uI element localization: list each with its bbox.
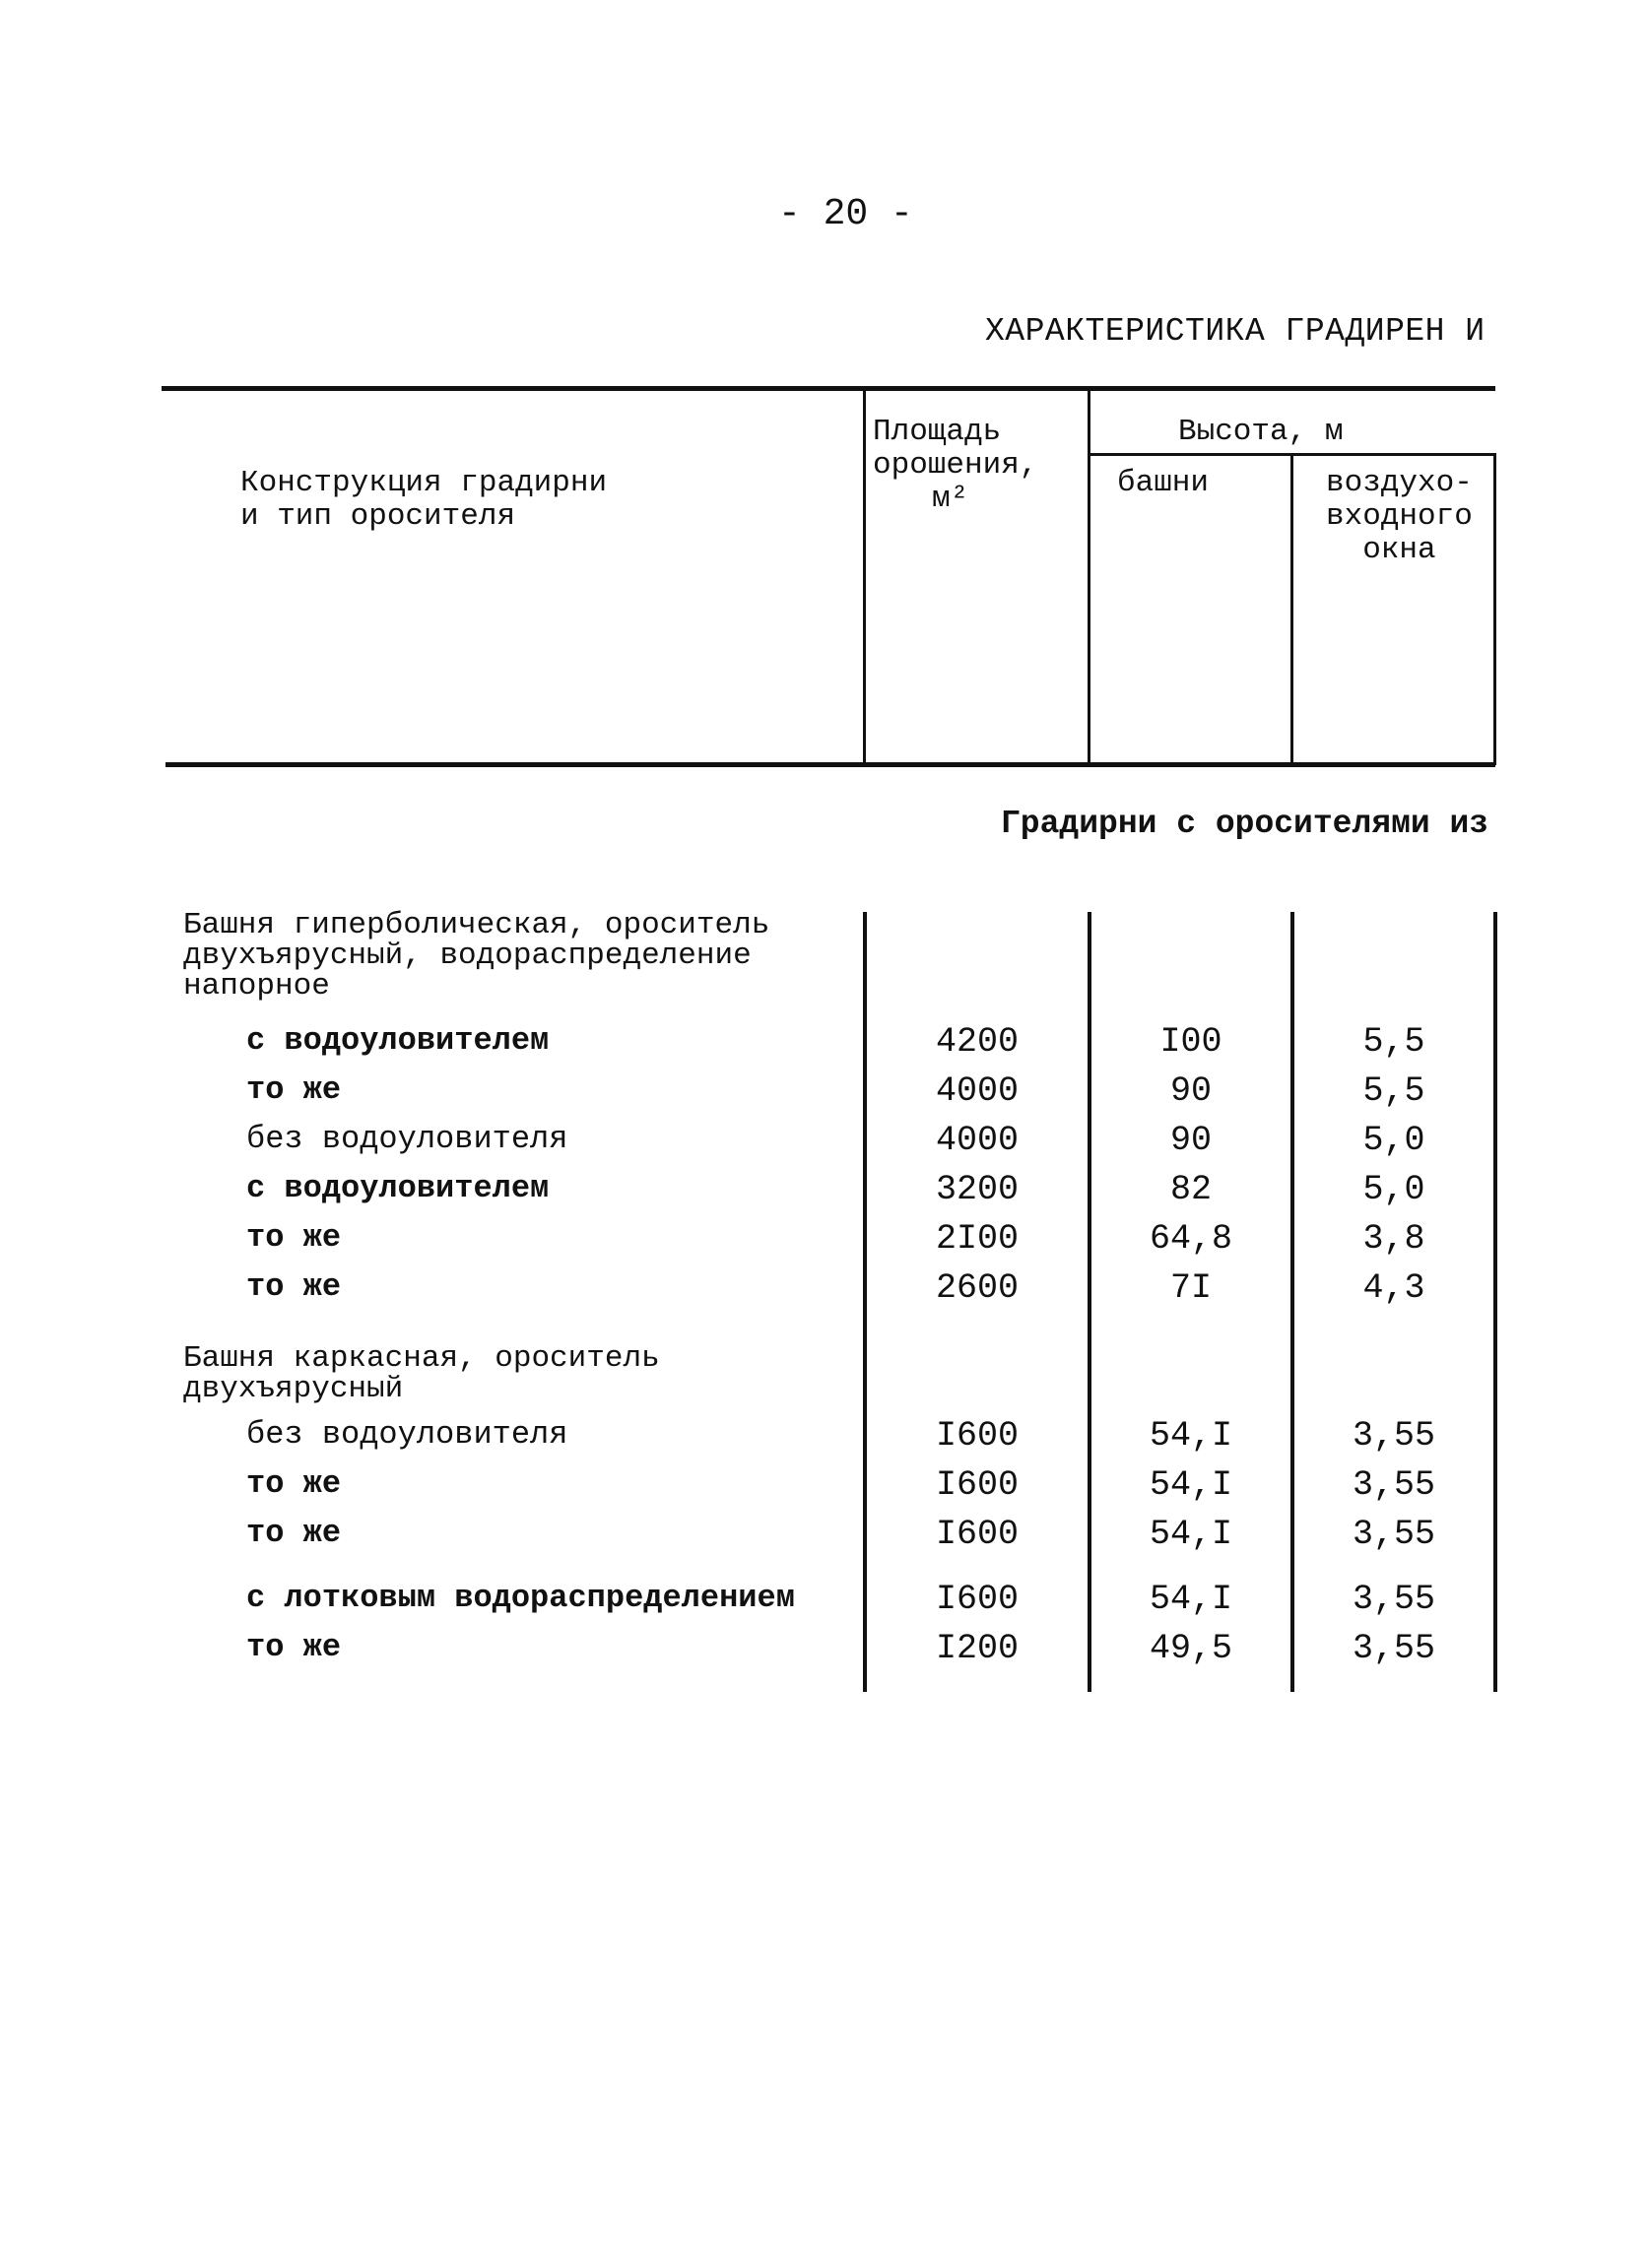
header-divider-1 [863,388,866,765]
row-name: то же [246,1268,342,1305]
row-window-height: 3,8 [1362,1219,1425,1259]
row-name: с водоуловителем [246,1170,550,1206]
row-area: 4200 [935,1022,1019,1062]
header-divider-3 [1290,453,1293,765]
header-construction: Конструкция градирни и тип оросителя [240,466,608,534]
row-name: без водоуловителя [246,1416,568,1453]
row-window-height: 5,5 [1362,1022,1425,1062]
row-area: I600 [935,1416,1019,1456]
row-tower-height: I00 [1159,1022,1222,1062]
header-divider-2 [1088,388,1090,765]
row-tower-height: 54,I [1149,1416,1232,1456]
row-tower-height: 90 [1169,1071,1212,1111]
row-area: 3200 [935,1170,1019,1209]
header-top-rule [162,386,1495,391]
row-window-height: 5,0 [1362,1121,1425,1160]
row-name: то же [246,1515,342,1551]
row-window-height: 3,55 [1352,1515,1435,1554]
row-area: I200 [935,1629,1019,1668]
row-window-height: 3,55 [1352,1580,1435,1619]
row-name: с лотковым водораспределением [246,1580,795,1616]
row-tower-height: 64,8 [1149,1219,1232,1259]
header-bottom-rule [165,762,1495,767]
row-name: то же [246,1629,342,1665]
row-tower-height: 54,I [1149,1515,1232,1554]
table-row [0,1121,1651,1170]
table-row [0,1022,1651,1071]
row-window-height: 3,55 [1352,1416,1435,1456]
section-title: Градирни с оросителями из [1001,806,1489,842]
table-row [0,1170,1651,1219]
row-name: без водоуловителя [246,1121,568,1157]
page-number: - 20 - [778,193,913,235]
row-name: то же [246,1071,342,1108]
row-name: то же [246,1219,342,1256]
header-divider-4 [1493,453,1496,765]
table-row [0,1580,1651,1629]
table-row [0,1219,1651,1268]
row-window-height: 5,5 [1362,1071,1425,1111]
header-height-group: Высота, м [1178,415,1344,449]
row-tower-height: 82 [1169,1170,1212,1209]
table-row [0,1268,1651,1318]
row-area: 2I00 [935,1219,1019,1259]
group-title: Башня гиперболическая, ороситель двухъярусный, водораспределение напорное [183,908,770,1004]
header-window: воздухо- входного окна [1326,466,1473,567]
row-area: 4000 [935,1121,1019,1160]
row-tower-height: 54,I [1149,1465,1232,1505]
row-area: 2600 [935,1268,1019,1308]
row-name: с водоуловителем [246,1022,550,1059]
table-title: ХАРАКТЕРИСТИКА ГРАДИРЕН И [985,313,1486,350]
row-tower-height: 7I [1169,1268,1212,1308]
row-tower-height: 49,5 [1149,1629,1232,1668]
row-name: то же [246,1465,342,1502]
table-row [0,1071,1651,1121]
header-tower: башни [1117,466,1210,500]
row-area: 4000 [935,1071,1019,1111]
table-row [0,1515,1651,1564]
table-row [0,1465,1651,1515]
row-tower-height: 90 [1169,1121,1212,1160]
row-area: I600 [935,1515,1019,1554]
header-area: Площадь орошения, м² [873,415,1038,516]
row-window-height: 5,0 [1362,1170,1425,1209]
row-tower-height: 54,I [1149,1580,1232,1619]
row-window-height: 4,3 [1362,1268,1425,1308]
row-window-height: 3,55 [1352,1465,1435,1505]
table-row [0,1629,1651,1678]
row-area: I600 [935,1580,1019,1619]
row-window-height: 3,55 [1352,1629,1435,1668]
group-title: Башня каркасная, ороситель двухъярусный [183,1341,660,1406]
row-area: I600 [935,1465,1019,1505]
table-row [0,1416,1651,1465]
